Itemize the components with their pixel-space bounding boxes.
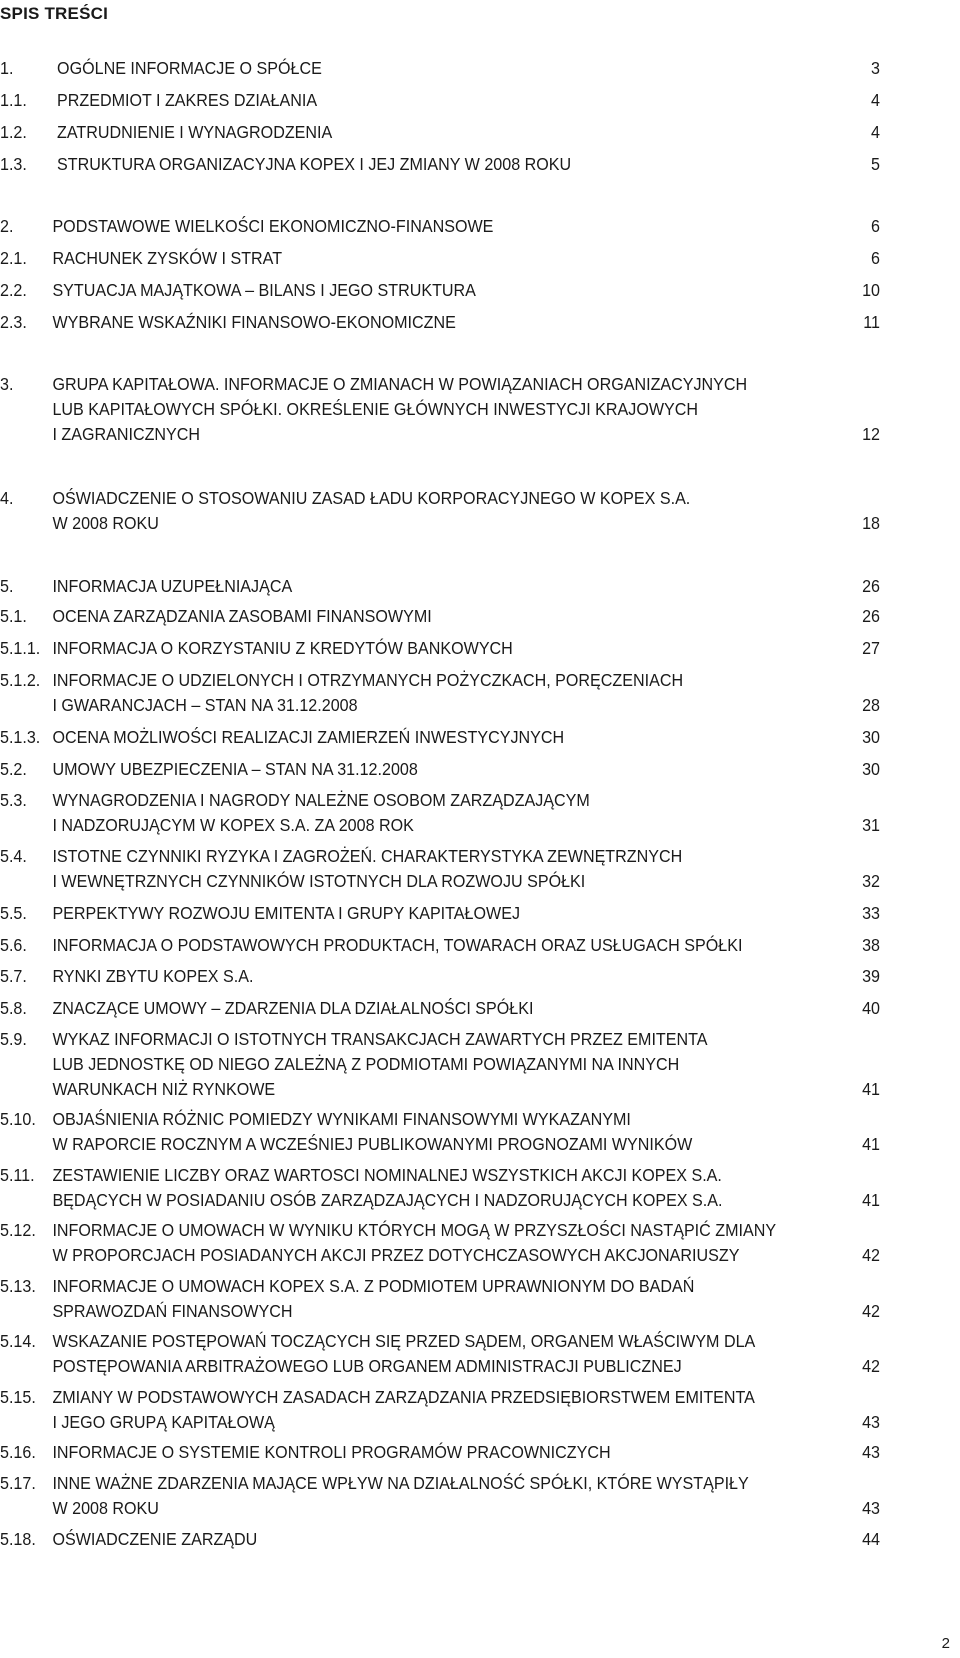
toc-entry-number: 5.3. (0, 790, 27, 810)
toc-entry-title-line: W RAPORCIE ROCZNYM A WCZEŚNIEJ PUBLIKOWANYMI PROGNOZAMI WYNIKÓW (52, 1134, 693, 1154)
toc-entry-page: 42 (862, 1301, 880, 1321)
toc-entry-number: 5.1.3. (0, 727, 41, 747)
toc-entry-page: 12 (862, 424, 880, 444)
toc-entry-title-line: INFORMACJA O PODSTAWOWYCH PRODUKTACH, TOWARACH ORAZ USŁUGACH SPÓŁKI (52, 935, 743, 955)
toc-entry-title-line: WSKAZANIE POSTĘPOWAŃ TOCZĄCYCH SIĘ PRZED SĄDEM, ORGANEM WŁAŚCIWYM DLA (52, 1331, 756, 1351)
toc-entry-number: 1. (0, 58, 14, 78)
toc-entry-title-line: SYTUACJA MAJĄTKOWA – BILANS I JEGO STRUKTURA (52, 280, 476, 300)
toc-entry-title-line: WYNAGRODZENIA I NAGRODY NALEŻNE OSOBOM ZARZĄDZAJĄCYM (52, 790, 590, 810)
toc-entry-title-line: OBJAŚNIENIA RÓŻNIC POMIEDZY WYNIKAMI FINANSOWYMI WYKAZANYMI (52, 1109, 631, 1129)
toc-entry-title-line: INFORMACJA O KORZYSTANIU Z KREDYTÓW BANKOWYCH (52, 638, 513, 658)
toc-entry-page: 26 (862, 576, 880, 596)
toc-entry-page: 4 (871, 90, 880, 110)
toc-entry-page: 33 (862, 903, 880, 923)
toc-entry-title-line: BĘDĄCYCH W POSIADANIU OSÓB ZARZĄDZAJĄCYCH I NADZORUJĄCYCH KOPEX S.A. (52, 1190, 723, 1210)
page-number: 2 (941, 1635, 950, 1652)
toc-entry-number: 5.6. (0, 935, 27, 955)
toc-entry-number: 5.14. (0, 1331, 36, 1351)
toc-entry-number: 4. (0, 488, 14, 508)
toc-entry-title-line: INFORMACJE O UMOWACH KOPEX S.A. Z PODMIOTEM UPRAWNIONYM DO BADAŃ (52, 1276, 695, 1296)
toc-entry-page: 43 (862, 1442, 880, 1462)
toc-entry-page: 11 (863, 312, 880, 332)
toc-entry-title-line: INNE WAŻNE ZDARZENIA MAJĄCE WPŁYW NA DZIAŁALNOŚĆ SPÓŁKI, KTÓRE WYSTĄPIŁY (52, 1473, 749, 1493)
toc-entry-page: 6 (871, 248, 880, 268)
toc-entry-title-line: OCENA MOŻLIWOŚCI REALIZACJI ZAMIERZEŃ INWESTYCYJNYCH (52, 727, 565, 747)
toc-entry-title-line: OŚWIADCZENIE ZARZĄDU (52, 1529, 258, 1549)
toc-entry-page: 42 (862, 1356, 880, 1376)
toc-entry-number: 5.7. (0, 966, 27, 986)
toc-entry-page: 41 (862, 1079, 880, 1099)
toc-entry-title-line: RYNKI ZBYTU KOPEX S.A. (52, 966, 254, 986)
toc-entry-number: 5.11. (0, 1165, 35, 1185)
toc-entry-page: 38 (862, 935, 880, 955)
toc-entry-title-line: OŚWIADCZENIE O STOSOWANIU ZASAD ŁADU KORPORACYJNEGO W KOPEX S.A. (52, 488, 691, 508)
toc-entry-number: 5.8. (0, 998, 27, 1018)
toc-entry-title-line: ZMIANY W PODSTAWOWYCH ZASADACH ZARZĄDZANIA PRZEDSIĘBIORSTWEM EMITENTA (52, 1387, 755, 1407)
toc-entry-page: 40 (862, 998, 880, 1018)
toc-entry-title-line: W 2008 ROKU (52, 1498, 159, 1518)
toc-entry-title-line: POSTĘPOWANIA ARBITRAŻOWEGO LUB ORGANEM ADMINISTRACJI PUBLICZNEJ (52, 1356, 682, 1376)
toc-entry-number: 5.12. (0, 1220, 36, 1240)
toc-entry-number: 5.15. (0, 1387, 36, 1407)
toc-entry-page: 27 (862, 638, 880, 658)
toc-entry-title-line: STRUKTURA ORGANIZACYJNA KOPEX I JEJ ZMIANY W 2008 ROKU (57, 154, 572, 174)
toc-entry-page: 10 (862, 280, 880, 300)
toc-entry-number: 2.3. (0, 312, 27, 332)
toc-entry-page: 32 (862, 871, 880, 891)
toc-entry-number: 5.9. (0, 1029, 27, 1049)
toc-entry-title-line: I NADZORUJĄCYM W KOPEX S.A. ZA 2008 ROK (52, 815, 414, 835)
toc-entry-number: 5.13. (0, 1276, 36, 1296)
toc-entry-title-line: PRZEDMIOT I ZAKRES DZIAŁANIA (57, 90, 318, 110)
toc-entry-page: 5 (871, 154, 880, 174)
toc-entry-number: 5.1.1. (0, 638, 41, 658)
toc-entry-page: 26 (862, 606, 880, 626)
toc-entry-page: 43 (862, 1498, 880, 1518)
toc-entry-page: 30 (862, 759, 880, 779)
toc-entry-title-line: GRUPA KAPITAŁOWA. INFORMACJE O ZMIANACH W POWIĄZANIACH ORGANIZACYJNYCH (52, 374, 748, 394)
toc-entry-number: 2.1. (0, 248, 27, 268)
toc-entry-title-line: I ZAGRANICZNYCH (52, 424, 201, 444)
toc-entry-page: 18 (862, 513, 880, 533)
toc-entry-number: 5.10. (0, 1109, 36, 1129)
toc-entry-number: 2. (0, 216, 14, 236)
toc-entry-title-line: WARUNKACH NIŻ RYNKOWE (52, 1079, 276, 1099)
toc-entry-title-line: INFORMACJA UZUPEŁNIAJĄCA (52, 576, 293, 596)
toc-entry-title-line: INFORMACJE O UMOWACH W WYNIKU KTÓRYCH MOGĄ W PRZYSZŁOŚCI NASTĄPIĆ ZMIANY (52, 1220, 777, 1240)
toc-entry-page: 43 (862, 1412, 880, 1432)
toc-title: SPIS TREŚCI (0, 4, 109, 23)
toc-entry-title-line: ZESTAWIENIE LICZBY ORAZ WARTOSCI NOMINALNEJ WSZYSTKICH AKCJI KOPEX S.A. (52, 1165, 722, 1185)
toc-entry-number: 3. (0, 374, 14, 394)
toc-entry-page: 41 (862, 1134, 880, 1154)
toc-entry-title-line: PERPEKTYWY ROZWOJU EMITENTA I GRUPY KAPITAŁOWEJ (52, 903, 521, 923)
toc-entry-number: 1.1. (0, 90, 27, 110)
toc-entry-page: 30 (862, 727, 880, 747)
toc-entry-title-line: ZATRUDNIENIE I WYNAGRODZENIA (57, 122, 333, 142)
toc-entry-number: 1.2. (0, 122, 27, 142)
toc-entry-title-line: PODSTAWOWE WIELKOŚCI EKONOMICZNO-FINANSOWE (52, 216, 494, 236)
toc-entry-page: 4 (871, 122, 880, 142)
toc-entry-number: 5.1.2. (0, 670, 41, 690)
toc-entry-number: 5.2. (0, 759, 27, 779)
toc-entry-title-line: I WEWNĘTRZNYCH CZYNNIKÓW ISTOTNYCH DLA ROZWOJU SPÓŁKI (52, 871, 586, 891)
toc-entry-number: 2.2. (0, 280, 27, 300)
toc-entry-title-line: ISTOTNE CZYNNIKI RYZYKA I ZAGROŻEŃ. CHARAKTERYSTYKA ZEWNĘTRZNYCH (52, 846, 683, 866)
toc-entry-number: 5.1. (0, 606, 27, 626)
toc-entry-title-line: OCENA ZARZĄDZANIA ZASOBAMI FINANSOWYMI (52, 606, 432, 626)
toc-entry-page: 3 (871, 58, 880, 78)
toc-entry-title-line: LUB KAPITAŁOWYCH SPÓŁKI. OKREŚLENIE GŁÓWNYCH INWESTYCJI KRAJOWYCH (52, 399, 699, 419)
toc-entry-number: 5.17. (0, 1473, 36, 1493)
toc-entry-number: 5.5. (0, 903, 27, 923)
toc-entry-title-line: INFORMACJE O SYSTEMIE KONTROLI PROGRAMÓW PRACOWNICZYCH (52, 1442, 611, 1462)
toc-entry-title-line: ZNACZĄCE UMOWY – ZDARZENIA DLA DZIAŁALNOŚCI SPÓŁKI (52, 998, 534, 1018)
toc-entry-title-line: RACHUNEK ZYSKÓW I STRAT (52, 248, 283, 268)
toc-entry-title-line: I GWARANCJACH – STAN NA 31.12.2008 (52, 695, 358, 715)
toc-entry-title-line: W 2008 ROKU (52, 513, 159, 533)
toc-entry-number: 5.4. (0, 846, 27, 866)
toc-entry-page: 41 (862, 1190, 880, 1210)
toc-entry-number: 5.18. (0, 1529, 36, 1549)
toc-entry-title-line: OGÓLNE INFORMACJE O SPÓŁCE (57, 58, 322, 78)
toc-entry-number: 5. (0, 576, 14, 596)
toc-entry-page: 6 (871, 216, 880, 236)
toc-entry-title-line: W PROPORCJACH POSIADANYCH AKCJI PRZEZ DOTYCHCZASOWYCH AKCJONARIUSZY (52, 1245, 740, 1265)
toc-entry-number: 5.16. (0, 1442, 36, 1462)
toc-entry-title-line: I JEGO GRUPĄ KAPITAŁOWĄ (52, 1412, 275, 1432)
toc-entry-page: 44 (862, 1529, 880, 1549)
toc-entry-page: 28 (862, 695, 880, 715)
toc-entry-title-line: WYKAZ INFORMACJI O ISTOTNYCH TRANSAKCJACH ZAWARTYCH PRZEZ EMITENTA (52, 1029, 708, 1049)
toc-entry-number: 1.3. (0, 154, 27, 174)
toc-entry-title-line: LUB JEDNOSTKĘ OD NIEGO ZALEŻNĄ Z PODMIOTAMI POWIĄZANYMI NA INNYCH (52, 1054, 680, 1074)
toc-entry-page: 39 (862, 966, 880, 986)
toc-entry-page: 31 (862, 815, 880, 835)
toc-entry-title-line: SPRAWOZDAŃ FINANSOWYCH (52, 1301, 293, 1321)
toc-entry-title-line: WYBRANE WSKAŹNIKI FINANSOWO-EKONOMICZNE (52, 312, 456, 332)
toc-entry-title-line: INFORMACJE O UDZIELONYCH I OTRZYMANYCH POŻYCZKACH, PORĘCZENIACH (52, 670, 684, 690)
toc-entry-page: 42 (862, 1245, 880, 1265)
toc-entry-title-line: UMOWY UBEZPIECZENIA – STAN NA 31.12.2008 (52, 759, 418, 779)
